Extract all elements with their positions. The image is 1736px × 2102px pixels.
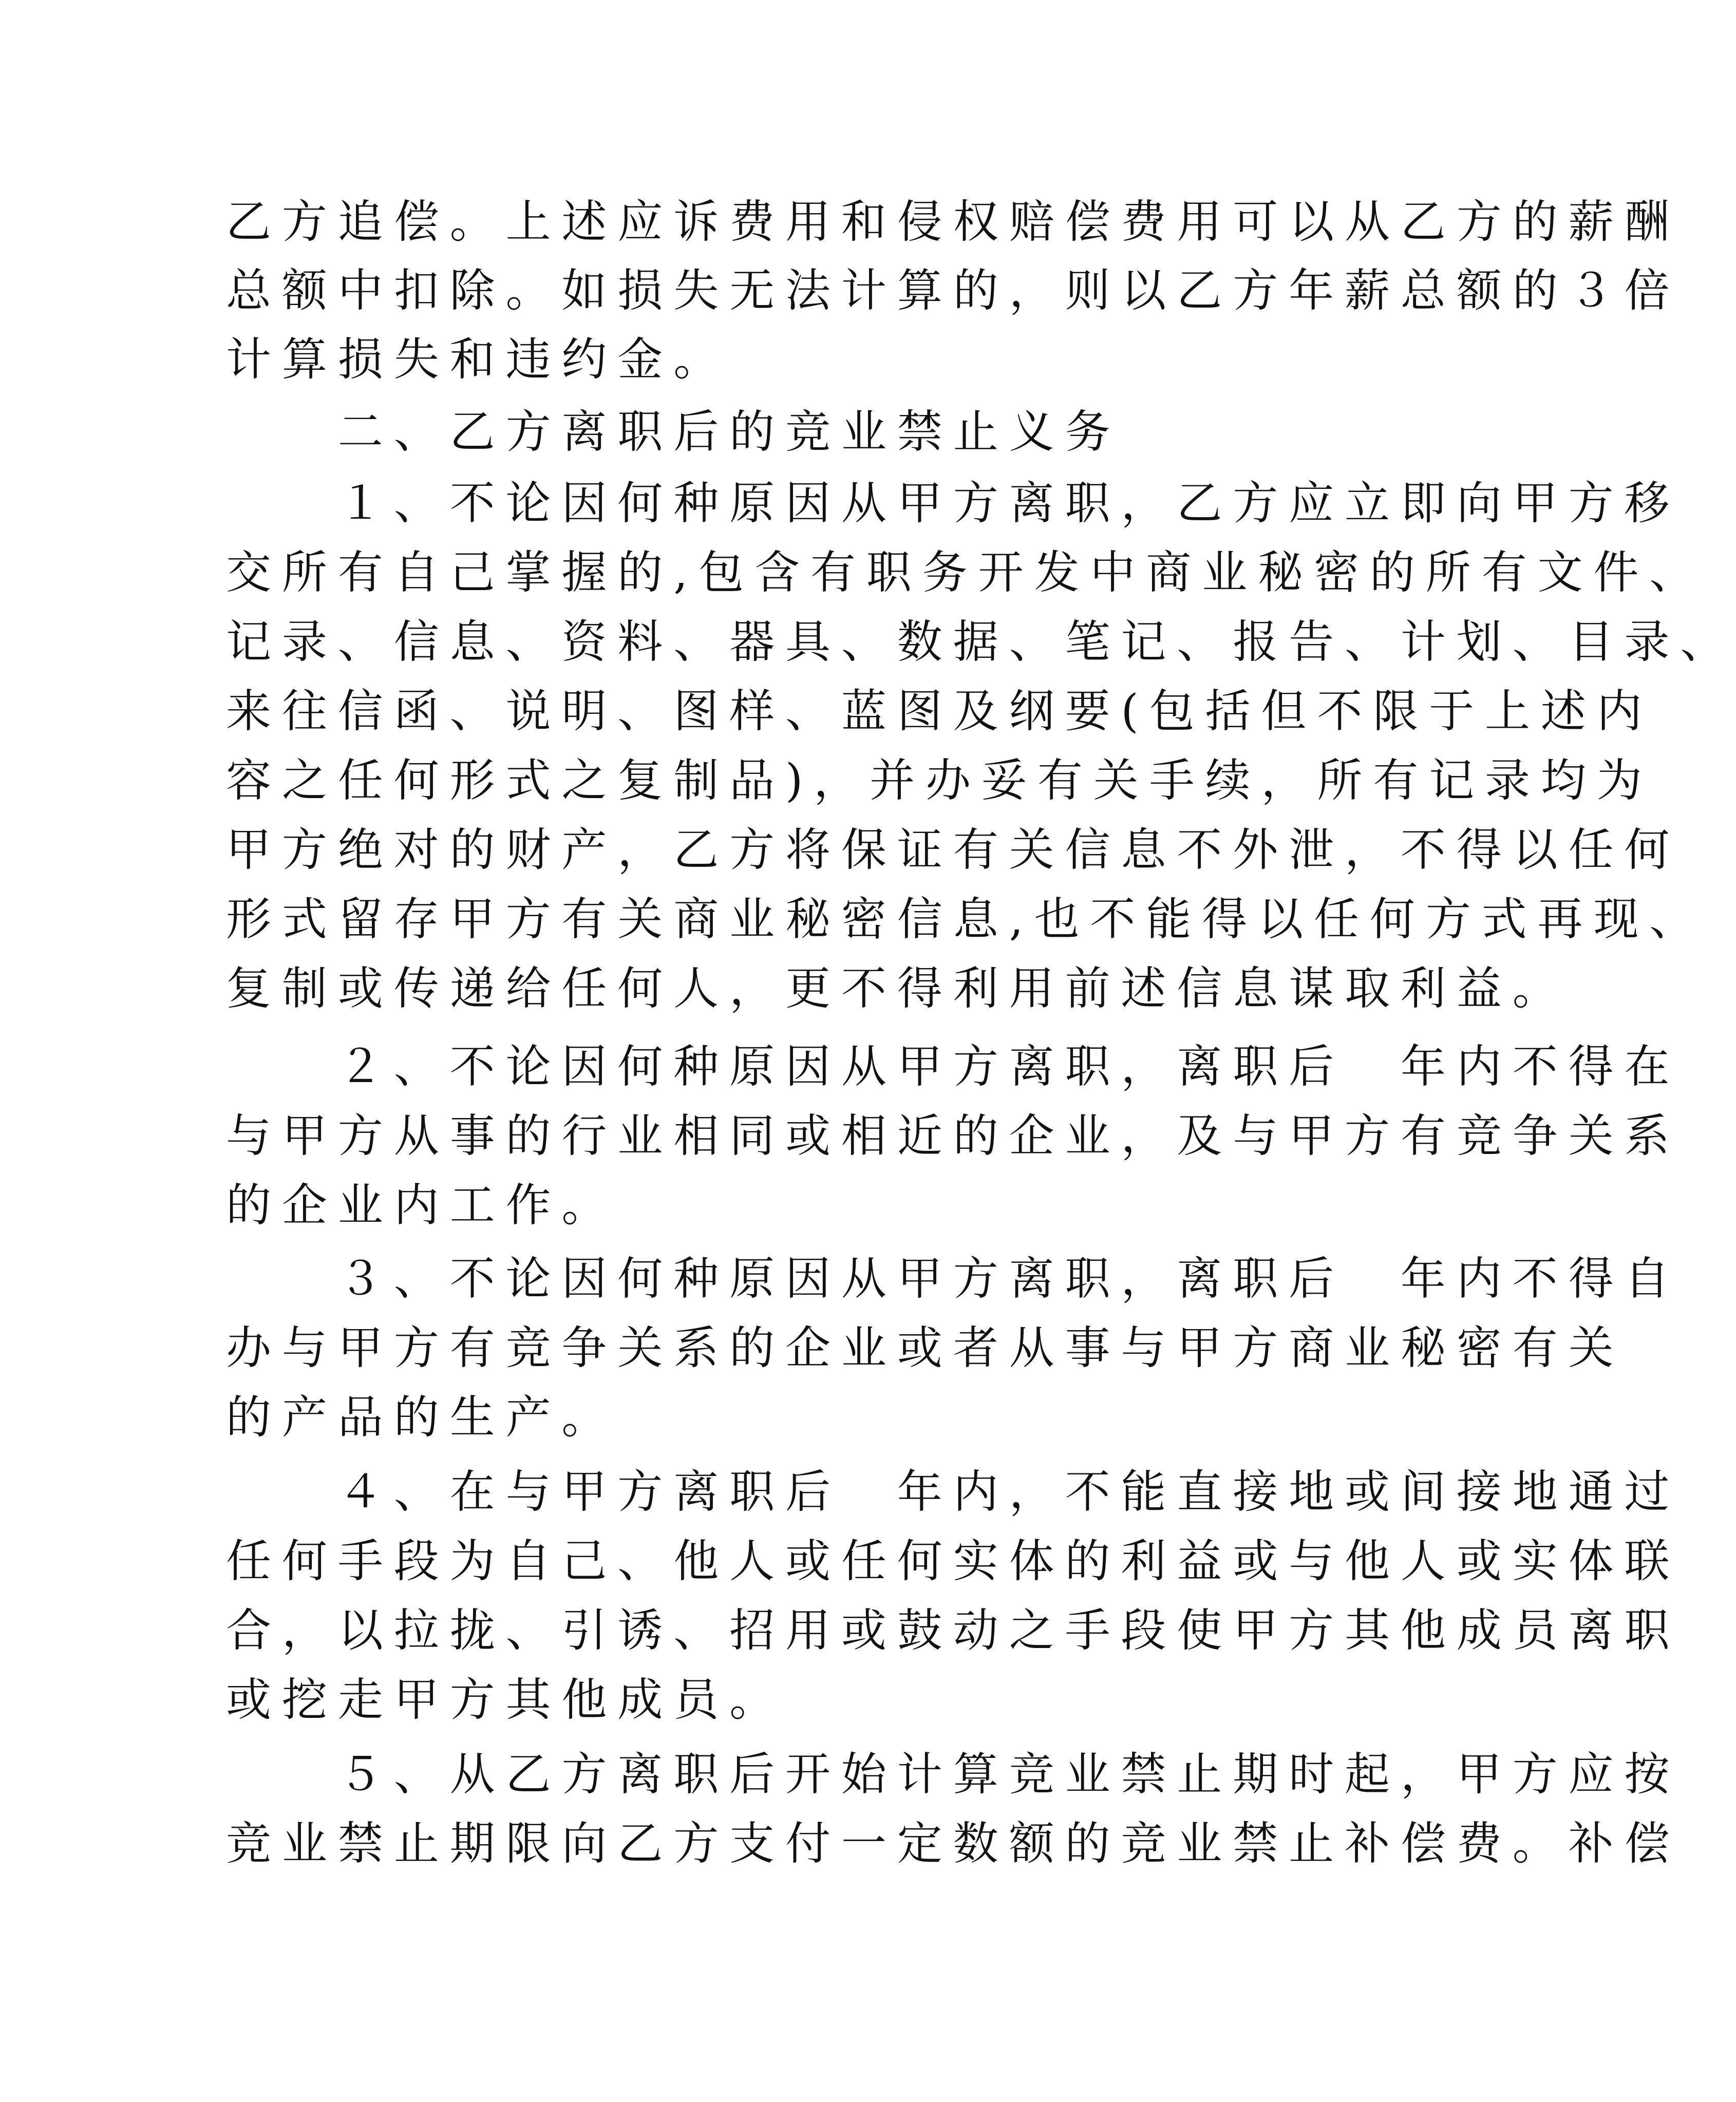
text-line: 办与甲方有竞争关系的企业或者从事与甲方商业秘密有关 <box>226 1321 1625 1374</box>
text-line: 总额中扣除。如损失无法计算的，则以乙方年薪总额的３倍 <box>226 264 1681 317</box>
text-line: 计算损失和违约金。 <box>226 333 730 386</box>
text-line: ４、在与甲方离职后 年内，不能直接地或间接地通过 <box>226 1465 1681 1518</box>
text-line: ２、不论因何种原因从甲方离职，离职后 年内不得在 <box>226 1040 1681 1093</box>
text-line: 的企业内工作。 <box>226 1179 618 1232</box>
text-line: 复制或传递给任何人，更不得利用前述信息谋取利益。 <box>226 962 1569 1015</box>
text-line: 乙方追偿。上述应诉费用和侵权赔偿费用可以从乙方的薪酬 <box>226 195 1681 248</box>
text-line: 记录、信息、资料、器具、数据、笔记、报告、计划、目录、 <box>226 615 1736 668</box>
text-line: 容之任何形式之复制品)，并办妥有关手续，所有记录均为 <box>226 754 1653 807</box>
text-line: ３、不论因何种原因从甲方离职，离职后 年内不得自 <box>226 1252 1681 1305</box>
text-line: 交所有自己掌握的,包含有职务开发中商业秘密的所有文件、 <box>226 546 1706 599</box>
text-line: 与甲方从事的行业相同或相近的企业，及与甲方有竞争关系 <box>226 1109 1681 1162</box>
text-line: 来往信函、说明、图样、蓝图及纲要(包括但不限于上述内 <box>226 685 1653 737</box>
text-line: 合，以拉拢、引诱、招用或鼓动之手段使甲方其他成员离职 <box>226 1604 1681 1657</box>
section-heading: 二、乙方离职后的竞业禁止义务 <box>226 405 1121 458</box>
text-line: 任何手段为自己、他人或任何实体的利益或与他人或实体联 <box>226 1535 1681 1587</box>
text-line: 的产品的生产。 <box>226 1391 618 1444</box>
text-line: 或挖走甲方其他成员。 <box>226 1673 786 1726</box>
text-line: 甲方绝对的财产，乙方将保证有关信息不外泄，不得以任何 <box>226 823 1681 876</box>
text-line: １、不论因何种原因从甲方离职，乙方应立即向甲方移 <box>226 477 1681 529</box>
text-line: 形式留存甲方有关商业秘密信息,也不能得以任何方式再现、 <box>226 893 1706 945</box>
text-line: ５、从乙方离职后开始计算竞业禁止期时起，甲方应按 <box>226 1748 1681 1801</box>
text-line: 竞业禁止期限向乙方支付一定数额的竞业禁止补偿费。补偿 <box>226 1817 1681 1870</box>
